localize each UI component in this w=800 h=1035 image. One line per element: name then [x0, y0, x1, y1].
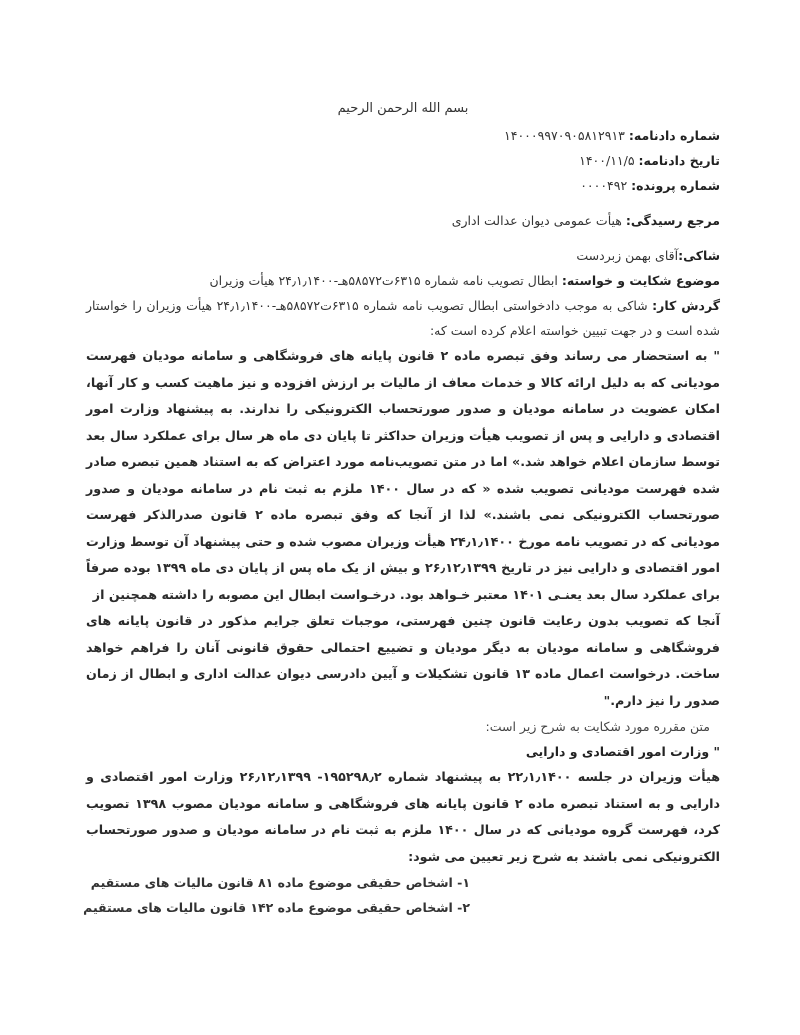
plaintiff-line — [86, 243, 720, 268]
verdict-date-label: تاریخ دادنامه: — [638, 153, 720, 168]
verdict-document — [83, 96, 721, 920]
verdict-number-label: شماره دادنامه: — [628, 128, 720, 143]
regulation-intro: متن مقرره مورد شکایت به شرح زیر است: — [485, 719, 710, 734]
subject-label: موضوع شکایت و خواسته: — [561, 273, 720, 288]
regulation-item-2: ۲- اشخاص حقیقی موضوع ماده ۱۴۲ قانون مالیات های مستقیم — [83, 900, 470, 915]
verdict-number-line — [86, 123, 720, 148]
process-paragraph — [86, 293, 720, 343]
plaintiff-label: شاکی: — [678, 248, 720, 263]
case-number-value: ۰۰۰۰۴۹۲ — [580, 178, 632, 193]
authority-line — [86, 208, 720, 233]
verdict-date-value: ۱۴۰۰/۱۱/۵ — [579, 153, 639, 168]
regulation-heading — [86, 739, 720, 764]
authority-value: هیأت عمومی دیوان عدالت اداری — [451, 213, 626, 228]
regulation-heading-text: " وزارت امور اقتصادی و دارایی — [525, 744, 720, 759]
complaint-quote-paragraph-1: " به استحضار می رساند وفق تبصره ماده ۲ قانون پایانه های فروشگاهی و سامانه مودیان فهرست مودیانی که به دلیل ارائه کالا و خدمات معاف از مالیات بر ارزش افزوده و نیز ماهیت کسب و کار آنها، امکان عضویت در سامانه مودیان و صدور صورتحساب الکترونیکی را ندارند. به پیشنهاد وزارت امور اقتصادی و دارایی و پس از تصویب هیأت وزیران حداکثر تا پایان دی ماه هر سال برای عملکرد سال بعد توسط سازمان اعلام خواهد شد.» اما در متن تصویب‌نامه مورد اعتراض که به استناد همین تبصره صادر شده فهرست مودیانی تصویب شده « که در سال ۱۴۰۰ ملزم به ثبت نام در سامانه مودیان و صدور صورتحساب الکترونیکی نمی باشند.» لذا از آنجا که وفق تبصره ماده ۲ قانون صدرالذکر فهرست مودیانی که در تصویب نامه مورخ ۲۴٫۱٫۱۴۰۰ هیأت وزیران مصوب شده و حتی پیشنهاد آن توسط وزارت امور اقتصادی و دارایی نیز در تاریخ ۲۶٫۱۲٫۱۳۹۹ و بیش از یک ماه پس از پایان دی ماه ۱۳۹۹ بوده صرفاً برای عملکرد سال بعد یعنـی ۱۴۰۱ معتبر خـواهد بود. درخـواست ابطال این مصوبه را داشته همچنین از — [86, 348, 721, 602]
regulation-body: هیأت وزیران در جلسه ۲۲٫۱٫۱۴۰۰ به پیشنهاد شماره ۱۹۵۲۹۸٫۲- ۲۶٫۱۲٫۱۳۹۹ وزارت امور اقتصادی و دارایی و به استناد تبصره ماده ۲ قانون پایانه های فروشگاهی و سامانه مودیان مصوب ۱۳۹۸ تصویب کرد، فهرست گروه مودیانی که در سال ۱۴۰۰ ملزم به ثبت نام در سامانه مودیان و صدور صورتحساب الکترونیکی نمی باشند به شرح زیر تعیین می شود: — [86, 769, 721, 864]
plaintiff-value: آقای بهمن زبردست — [576, 248, 679, 263]
process-label: گردش کار: — [652, 298, 720, 313]
subject-line — [86, 268, 720, 293]
complaint-quote-paragraph-2: آنجا که تصویب بدون رعایت قانون چنین فهرستی، موجبات تعلق جرایم مذکور در قانون پایانه های فروشگاهی و سامانه مودیان به دیگر مودیان و تضییع احتمالی حقوق قانونی آنان را فراهم خواهد ساخت. درخواست اعمال ماده ۱۳ قانون تشکیلات و آیین دادرسی دیوان عدالت اداری و ابطال از زمان صدور را نیز دارم." — [86, 613, 721, 708]
bismillah-heading: بسم الله الرحمن الرحیم — [337, 101, 469, 116]
case-number-line — [86, 173, 720, 198]
case-number-label: شماره پرونده: — [631, 178, 720, 193]
verdict-date-line — [86, 148, 720, 173]
regulation-item-1: ۱- اشخاص حقیقی موضوع ماده ۸۱ قانون مالیات های مستقیم — [90, 875, 470, 890]
authority-label: مرجع رسیدگی: — [625, 213, 720, 228]
process-value: شاکی به موجب دادخواستی ابطال تصویب نامه شماره ۶۳۱۵ت۵۸۵۷۲هـ-۲۴٫۱٫۱۴۰۰ هیأت وزیران را خواستار شده است و در جهت تبیین خواسته اعلام کرده است که: — [86, 298, 720, 338]
verdict-number-value: ۱۴۰۰۰۹۹۷۰۹۰۵۸۱۲۹۱۳ — [504, 128, 629, 143]
subject-value: ابطال تصویب نامه شماره ۶۳۱۵ت۵۸۵۷۲هـ-۲۴٫۱٫۱۴۰۰ هیأت وزیران — [209, 273, 562, 288]
